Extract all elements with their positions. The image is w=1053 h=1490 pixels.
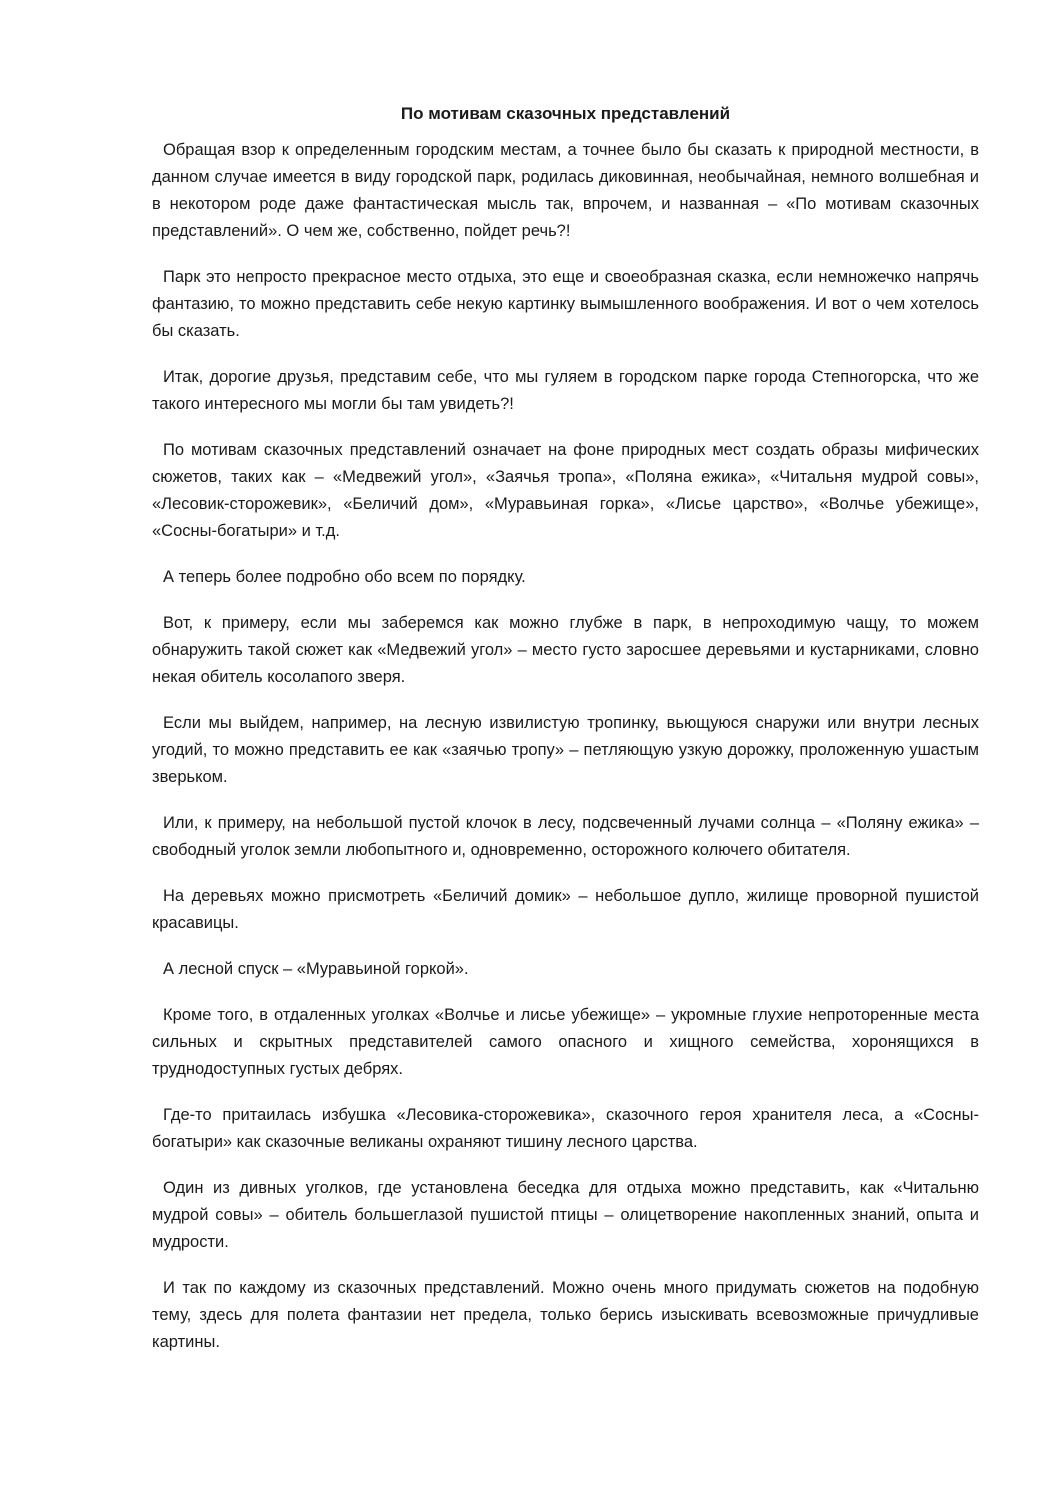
paragraph: Или, к примеру, на небольшой пустой клочок в лесу, подсвеченный лучами солнца – «Поляну ежика» – свободный уголок земли любопытного и, одновременно, осторожного колючего обитателя. [152, 814, 979, 859]
paragraph: Кроме того, в отдаленных уголках «Волчье и лисье убежище» – укромные глухие непроторенные места сильных и скрытных представителей самого опасного и хищного семейства, хоронящихся в труднодоступных густых дебрях. [152, 1006, 979, 1078]
paragraph: А теперь более подробно обо всем по порядку. [163, 568, 526, 586]
paragraph: На деревьях можно присмотреть «Беличий домик» – небольшое дупло, жилище проворной пушистой красавицы. [152, 887, 979, 932]
paragraph: Итак, дорогие друзья, представим себе, что мы гуляем в городском парке города Степногорска, что же такого интересного мы могли бы там увидеть?! [152, 368, 979, 413]
paragraph: Если мы выйдем, например, на лесную извилистую тропинку, вьющуюся снаружи или внутри лесных угодий, то можно представить ее как «заячью тропу» – петляющую узкую дорожку, проложенную ушастым зверьком. [152, 714, 979, 786]
paragraph: Вот, к примеру, если мы заберемся как можно глубже в парк, в непроходимую чащу, то можем обнаружить такой сюжет как «Медвежий угол» – место густо заросшее деревьями и кустарниками, словно некая обитель косолапого зверя. [152, 614, 979, 686]
document-page [152, 100, 979, 1375]
paragraph: Один из дивных уголков, где установлена беседка для отдыха можно представить, как «Читальню мудрой совы» – обитель большеглазой пушистой птицы – олицетворение накопленных знаний, опыта и мудрости. [152, 1179, 979, 1251]
paragraph: Обращая взор к определенным городским местам, а точнее было бы сказать к природной местности, в данном случае имеется в виду городской парк, родилась диковинная, необычайная, немного волшебная и в некотором роде даже фантастическая мысль так, впрочем, и названная – «По мотивам сказочных представлений». О чем же, собственно, пойдет речь?! [152, 141, 979, 240]
paragraph: И так по каждому из сказочных представлений. Можно очень много придумать сюжетов на подобную тему, здесь для полета фантазии нет предела, только берись изыскивать всевозможные причудливые картины. [152, 1279, 979, 1351]
paragraph: По мотивам сказочных представлений означает на фоне природных мест создать образы мифических сюжетов, таких как – «Медвежий угол», «Заячья тропа», «Поляна ежика», «Читальня мудрой совы», «Лесовик-сторожевик», «Беличий дом», «Муравьиная горка», «Лисье царство», «Волчье убежище», «Сосны-богатыри» и т.д. [152, 441, 979, 540]
paragraph: Где-то притаилась избушка «Лесовика-сторожевика», сказочного героя хранителя леса, а «Сосны-богатыри» как сказочные великаны охраняют тишину лесного царства. [152, 1106, 979, 1151]
document-title: По мотивам сказочных представлений [400, 104, 731, 123]
paragraph: Парк это непросто прекрасное место отдыха, это еще и своеобразная сказка, если немножечко напрячь фантазию, то можно представить себе некую картинку вымышленного воображения. И вот о чем хотелось бы сказать. [152, 268, 979, 340]
paragraph: А лесной спуск – «Муравьиной горкой». [163, 960, 469, 978]
